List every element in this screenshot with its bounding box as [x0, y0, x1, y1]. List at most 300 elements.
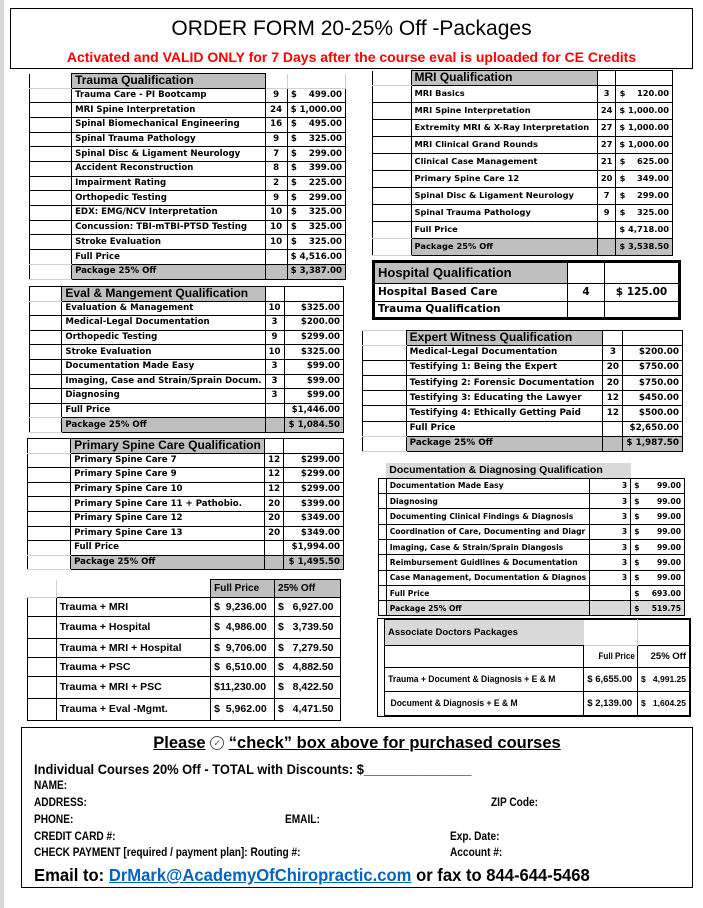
exp-date-field[interactable]: Exp. Date: [450, 831, 500, 843]
checkbox-cell[interactable] [30, 191, 72, 206]
package-price-row-label: Package 25% Off [62, 418, 265, 433]
section-title: MRI Qualification [411, 71, 597, 86]
course-name: Testifying 2: Forensic Documentation [406, 375, 603, 390]
checkbox-cell[interactable] [30, 330, 62, 345]
currency-symbol: $ [631, 494, 644, 509]
routing-field[interactable]: CHECK PAYMENT [required / payment plan]: Routing #: [34, 847, 301, 859]
course-price: $399.00 [284, 497, 344, 512]
package-discount-price [638, 668, 690, 692]
checkbox-cell[interactable] [30, 316, 62, 331]
full-price-row-label: Full Price [406, 421, 603, 436]
course-row[interactable] [373, 170, 673, 187]
checkbox-cell[interactable] [379, 478, 387, 493]
checkbox-cell[interactable] [28, 453, 71, 468]
checkbox-cell[interactable] [30, 235, 72, 250]
course-name: Spinal Biomechanical Engineering [72, 117, 266, 132]
course-price: $ 325.00 [287, 132, 345, 147]
header-box [10, 8, 693, 69]
checkbox-cell[interactable] [28, 468, 71, 483]
combo-package-row[interactable] [28, 617, 341, 639]
ce-hours: 3 [590, 555, 631, 570]
checkbox-cell[interactable] [378, 668, 385, 692]
empty-cell [603, 436, 623, 451]
full-price-row-label: Full Price [62, 403, 265, 418]
primary-spine-care-qualification-table [27, 438, 344, 570]
checkbox-cell[interactable] [373, 119, 412, 136]
empty-cell [265, 418, 284, 433]
checkbox-cell[interactable] [30, 132, 72, 147]
course-row[interactable] [30, 147, 346, 162]
ce-hours: 12 [265, 453, 284, 468]
checkbox-cell[interactable] [30, 374, 62, 389]
course-name: Concussion: TBI-mTBI-PTSD Testing [72, 220, 266, 235]
course-name: Documentation Made Easy [386, 478, 589, 493]
page-edge [0, 0, 4, 908]
checkbox-cell[interactable] [28, 639, 57, 658]
checkbox-cell[interactable] [30, 345, 62, 360]
course-name: MRI Basics [411, 85, 597, 102]
empty-cell [590, 585, 631, 600]
checkbox-cell[interactable] [28, 699, 57, 721]
checkbox-cell[interactable] [373, 187, 412, 204]
checkbox-cell[interactable] [379, 601, 387, 616]
course-price: $349.00 [284, 511, 344, 526]
course-row[interactable] [363, 345, 683, 360]
course-price: $ 1,000.00 [616, 102, 673, 119]
section-title: Documentation & Diagnosing Qualification [386, 463, 630, 478]
email-link[interactable]: DrMark@AcademyOfChiropractic.com [108, 865, 412, 885]
section-title: Primary Spine Care Qualification [71, 439, 265, 454]
course-row[interactable] [379, 494, 685, 509]
course-row[interactable] [379, 478, 685, 493]
address-field[interactable]: ADDRESS: [34, 797, 87, 809]
checkbox-cell[interactable] [28, 617, 57, 639]
course-price: 99.00 [644, 539, 684, 554]
course-row[interactable] [373, 153, 673, 170]
course-row[interactable]: Trauma Qualification [375, 302, 678, 317]
checkbox-cell[interactable] [30, 264, 72, 279]
course-row[interactable] [373, 85, 673, 102]
phone-field[interactable]: PHONE: [34, 814, 74, 826]
course-row[interactable] [30, 162, 346, 177]
checkbox-cell[interactable] [30, 301, 62, 316]
full-price-row-value: $1,446.00 [284, 403, 343, 418]
course-name: Accident Reconstruction [72, 162, 266, 177]
checkbox-cell[interactable] [373, 153, 412, 170]
course-name: Evaluation & Management [62, 301, 265, 316]
ce-hours: 3 [590, 494, 631, 509]
ce-hours: 10 [265, 301, 284, 316]
checkbox-cell[interactable] [373, 238, 412, 255]
course-name: Diagnosing [62, 389, 265, 404]
checkbox-cell[interactable] [30, 206, 72, 221]
associate-package-row[interactable] [378, 668, 690, 692]
hospital-qualification-box [372, 260, 681, 320]
currency-symbol: $ [641, 674, 646, 684]
course-price: 99.00 [644, 494, 684, 509]
course-row[interactable] [30, 316, 344, 331]
ce-hours: 3 [603, 345, 623, 360]
empty-cell [265, 264, 287, 279]
course-row[interactable] [363, 360, 683, 375]
checkbox-cell[interactable] [379, 509, 387, 524]
checkbox-cell[interactable] [379, 524, 387, 539]
checkbox-cell[interactable] [373, 102, 412, 119]
course-price: $325.00 [284, 345, 343, 360]
course-row[interactable] [30, 117, 346, 132]
course-name: Stroke Evaluation [72, 235, 266, 250]
currency-symbol: $ [631, 524, 644, 539]
course-row[interactable] [363, 375, 683, 390]
course-name: Primary Spine Care 12 [71, 511, 265, 526]
associate-package-row[interactable] [378, 692, 690, 716]
package-discount-price: $ 4,471.50 [275, 699, 341, 721]
checkbox-cell[interactable] [373, 221, 412, 238]
course-name: Orthopedic Testing [72, 191, 266, 206]
course-row[interactable] [28, 468, 344, 483]
checkbox-cell[interactable] [30, 389, 62, 404]
course-price: $ 299.00 [287, 191, 345, 206]
currency-symbol: $ [631, 585, 644, 600]
full-price-row[interactable] [30, 403, 344, 418]
combo-package-row[interactable] [28, 699, 341, 721]
course-name: Medical-Legal Documentation [406, 345, 603, 360]
course-row[interactable] [379, 555, 685, 570]
course-price: $299.00 [284, 468, 344, 483]
course-price: $200.00 [623, 345, 683, 360]
course-name: Primary Spine Care 12 [411, 170, 597, 187]
account-field[interactable]: Account #: [450, 847, 503, 859]
ce-hours: 9 [265, 132, 287, 147]
full-price-row-value: $ 4,718.00 [616, 221, 673, 238]
ce-hours: 10 [265, 220, 287, 235]
course-name: MRI Clinical Grand Rounds [411, 136, 597, 153]
course-price: 99.00 [644, 555, 684, 570]
ce-hours: 7 [597, 187, 616, 204]
full-price-row-value: $1,994.00 [284, 541, 344, 556]
currency-symbol: $ [631, 539, 644, 554]
checkbox-cell[interactable] [373, 136, 412, 153]
checkbox-cell[interactable] [30, 250, 72, 265]
full-price-row[interactable] [373, 221, 673, 238]
checkbox-cell[interactable] [28, 511, 71, 526]
ce-hours: 12 [603, 406, 623, 421]
course-name: Imaging, Case & Strain/Sprain Diangosis [386, 539, 589, 554]
checkbox-cell[interactable] [379, 555, 387, 570]
package-name: Document & Diagnosis + E & M [385, 692, 564, 716]
full-price-row-value: $ 4,516.00 [287, 250, 345, 265]
course-row[interactable]: Hospital Based Care 4 $ 125.00 [375, 284, 678, 302]
check-circle-icon: ✓ [210, 736, 224, 750]
checkbox-cell[interactable] [363, 375, 407, 390]
empty-cell [265, 250, 287, 265]
checkbox-cell[interactable] [30, 147, 72, 162]
name-field[interactable]: NAME: [34, 780, 68, 792]
checkbox-cell[interactable] [28, 482, 71, 497]
ce-hours: 20 [603, 375, 623, 390]
course-row[interactable] [379, 570, 685, 585]
combo-package-row[interactable] [28, 658, 341, 677]
course-row[interactable] [373, 187, 673, 204]
course-row[interactable] [30, 374, 344, 389]
ce-hours: 20 [265, 511, 284, 526]
course-row[interactable] [28, 482, 344, 497]
course-row[interactable] [30, 88, 346, 103]
checkbox-cell[interactable] [363, 406, 407, 421]
ce-hours: 3 [597, 85, 616, 102]
course-price: 99.00 [644, 509, 684, 524]
ce-hours: 10 [265, 206, 287, 221]
column-header-full-price: Full Price [211, 580, 275, 598]
course-name: Spinal Trauma Pathology [411, 204, 597, 221]
course-row[interactable] [30, 191, 346, 206]
course-row[interactable] [30, 330, 344, 345]
course-name: Testifying 4: Ethically Getting Paid [406, 406, 603, 421]
checkbox-cell[interactable] [30, 117, 72, 132]
ce-hours: 12 [265, 482, 284, 497]
package-full-price: $11,230.00 [211, 677, 275, 699]
full-price-row[interactable] [379, 585, 685, 600]
section-title: Expert Witness Qualification [406, 331, 603, 346]
course-price: $ 120.00 [616, 85, 673, 102]
checkbox-cell[interactable] [373, 170, 412, 187]
package-discount-price: $ 7,279.50 [275, 639, 341, 658]
ce-hours: 3 [265, 374, 284, 389]
column-header-25-off: 25% Off [638, 646, 690, 668]
course-name: Orthopedic Testing [62, 330, 265, 345]
trauma-qualification-table [29, 73, 346, 280]
package-discount-price: $ 3,739.50 [275, 617, 341, 639]
expert-witness-qualification-table [362, 330, 683, 452]
currency-symbol: $ [641, 698, 646, 708]
course-price: 99.00 [644, 570, 684, 585]
course-row[interactable] [28, 453, 344, 468]
package-price-row[interactable] [373, 238, 673, 255]
checkbox-cell[interactable] [30, 220, 72, 235]
course-row[interactable] [373, 102, 673, 119]
checkbox-cell[interactable] [28, 541, 71, 556]
package-full-price: $ 2,139.00 [584, 692, 638, 716]
course-price: 99.00 [644, 524, 684, 539]
package-price-row-value: $ 3,387.00 [287, 264, 345, 279]
full-price-row-label: Full Price [72, 250, 266, 265]
course-row[interactable] [363, 391, 683, 406]
ce-hours: 27 [597, 136, 616, 153]
course-price: $ 625.00 [616, 153, 673, 170]
full-price-row-label: Full Price [386, 585, 589, 600]
course-row[interactable] [28, 497, 344, 512]
currency-symbol: $ [631, 555, 644, 570]
full-price-row-value: 693.00 [644, 585, 684, 600]
course-name: Medical-Legal Documentation [62, 316, 265, 331]
combo-package-row[interactable] [28, 677, 341, 699]
course-row[interactable] [379, 509, 685, 524]
checkbox-cell[interactable] [379, 570, 387, 585]
empty-cell [590, 601, 631, 616]
empty-cell [265, 403, 284, 418]
course-price: $ 299.00 [287, 147, 345, 162]
package-full-price: $ 4,986.00 [211, 617, 275, 639]
checkbox-cell[interactable] [30, 403, 62, 418]
course-price: $ 499.00 [287, 88, 345, 103]
checkbox-cell[interactable] [28, 526, 71, 541]
validity-notice: Activated and VALID ONLY for 7 Days after the course eval is uploaded for CE Credits [66, 49, 637, 65]
ce-hours: 24 [265, 103, 287, 118]
course-row[interactable] [30, 235, 346, 250]
course-name: Primary Spine Care 7 [71, 453, 265, 468]
checkbox-cell[interactable] [28, 497, 71, 512]
total-field[interactable]: Individual Courses 20% Off - TOTAL with Discounts: $_______________ [34, 761, 472, 777]
full-price-row[interactable] [363, 421, 683, 436]
checkbox-cell[interactable] [28, 677, 57, 699]
course-name: Trauma Care - PI Bootcamp [72, 88, 266, 103]
package-price-row[interactable] [28, 555, 344, 570]
package-price-row[interactable] [30, 418, 344, 433]
course-price: $ 299.00 [616, 187, 673, 204]
section-title: Hospital Qualification [375, 263, 568, 283]
discount-value: 1,604.25 [652, 698, 686, 708]
ce-hours: 3 [265, 316, 284, 331]
ce-hours: 20 [265, 526, 284, 541]
package-price-row-value: $ 1,987.50 [623, 436, 683, 451]
course-row[interactable] [30, 132, 346, 147]
course-name: Spinal Trauma Pathology [72, 132, 266, 147]
currency-symbol: $ [631, 570, 644, 585]
discount-value: 4,991.25 [652, 674, 686, 684]
package-name: Trauma + MRI [56, 598, 211, 617]
documentation-diagnosing-qualification-table [378, 463, 685, 616]
checkbox-cell[interactable] [373, 85, 412, 102]
checkbox-cell[interactable] [378, 692, 385, 716]
mri-qualification-table [372, 70, 673, 256]
course-row[interactable] [30, 206, 346, 221]
checkbox-cell[interactable] [379, 494, 387, 509]
course-name: Reimbursement Guidlines & Documentation [386, 555, 589, 570]
course-name: Primary Spine Care 10 [71, 482, 265, 497]
checkbox-cell[interactable] [363, 436, 407, 451]
email-field[interactable]: EMAIL: [285, 814, 320, 826]
course-row[interactable] [373, 119, 673, 136]
full-price-row[interactable] [28, 541, 344, 556]
package-price-row-value: $ 3,538.50 [616, 238, 673, 255]
package-price-row-label: Package 25% Off [411, 238, 597, 255]
course-row[interactable] [28, 511, 344, 526]
course-row[interactable] [28, 526, 344, 541]
course-name: Diagnosing [386, 494, 589, 509]
section-title: Trauma Qualification [72, 74, 266, 89]
course-price: $ 1,000.00 [287, 103, 345, 118]
ce-hours: 20 [603, 360, 623, 375]
package-name: Trauma + Hospital [56, 617, 211, 639]
combo-packages-table [27, 579, 341, 721]
full-price-row-label: Full Price [71, 541, 265, 556]
checkbox-cell[interactable] [373, 204, 412, 221]
empty-cell [265, 555, 284, 570]
course-row[interactable] [363, 406, 683, 421]
ce-hours: 3 [590, 539, 631, 554]
course-row[interactable] [30, 359, 344, 374]
checkbox-cell[interactable] [30, 88, 72, 103]
ce-hours: 24 [597, 102, 616, 119]
checkbox-cell[interactable] [28, 658, 57, 677]
course-price: $500.00 [623, 406, 683, 421]
course-price: $325.00 [284, 301, 343, 316]
checkbox-cell[interactable] [30, 359, 62, 374]
course-name: MRI Spine Interpretation [72, 103, 266, 118]
empty-cell [265, 541, 284, 556]
course-row[interactable] [373, 204, 673, 221]
zip-field[interactable]: ZIP Code: [491, 797, 539, 809]
package-price-row[interactable] [30, 264, 346, 279]
package-name: Trauma + Eval -Mgmt. [56, 699, 211, 721]
course-name: Spinal Disc & Ligament Neurology [72, 147, 266, 162]
package-price-row-label: Package 25% Off [71, 555, 265, 570]
course-row[interactable] [30, 220, 346, 235]
checkbox-cell[interactable] [379, 539, 387, 554]
course-name: Imaging, Case and Strain/Sprain Docum. [62, 374, 265, 389]
checkbox-cell[interactable] [30, 418, 62, 433]
course-row[interactable] [30, 176, 346, 191]
course-price: $ 325.00 [287, 206, 345, 221]
course-row[interactable] [30, 103, 346, 118]
course-price: $ 399.00 [287, 162, 345, 177]
course-price: $299.00 [284, 330, 343, 345]
empty-cell [603, 421, 623, 436]
package-price-row-label: Package 25% Off [72, 264, 266, 279]
course-row[interactable] [30, 345, 344, 360]
course-name: Testifying 1: Being the Expert [406, 360, 603, 375]
combo-package-row[interactable] [28, 598, 341, 617]
combo-package-row[interactable] [28, 639, 341, 658]
section-title: Eval & Mangement Qualification [62, 287, 265, 302]
course-name: Case Management, Documentation & Diagnos [386, 570, 589, 585]
ce-hours: 10 [265, 345, 284, 360]
package-price-row-value: 519.75 [644, 601, 684, 616]
course-price: $99.00 [284, 359, 343, 374]
course-row[interactable] [379, 524, 685, 539]
course-price: $299.00 [284, 482, 344, 497]
checkbox-cell[interactable] [30, 176, 72, 191]
ce-hours: 2 [265, 176, 287, 191]
course-price: $750.00 [623, 360, 683, 375]
checkbox-cell[interactable] [363, 421, 407, 436]
ce-hours: 20 [597, 170, 616, 187]
checkbox-cell[interactable] [363, 391, 407, 406]
checkbox-cell[interactable] [363, 360, 407, 375]
course-name: Coordination of Care, Documenting and Diagr [386, 524, 589, 539]
customer-info-form [21, 727, 693, 888]
course-row[interactable] [30, 301, 344, 316]
package-price-row-value: $ 1,495.50 [284, 555, 344, 570]
ce-hours: 9 [265, 191, 287, 206]
full-price-row[interactable] [30, 250, 346, 265]
ce-hours: 8 [265, 162, 287, 177]
package-price-row[interactable] [379, 601, 685, 616]
credit-card-field[interactable]: CREDIT CARD #: [34, 831, 116, 843]
package-price-row[interactable] [363, 436, 683, 451]
course-row[interactable] [379, 539, 685, 554]
course-name: Documentation Made Easy [62, 359, 265, 374]
checkbox-cell[interactable] [30, 162, 72, 177]
checkbox-cell[interactable] [30, 103, 72, 118]
ce-hours: 9 [597, 204, 616, 221]
course-row[interactable] [30, 389, 344, 404]
checkbox-cell[interactable] [28, 555, 71, 570]
checkbox-cell[interactable] [363, 345, 407, 360]
checkbox-cell[interactable] [379, 585, 387, 600]
course-row[interactable] [373, 136, 673, 153]
checkbox-cell[interactable] [28, 598, 57, 617]
